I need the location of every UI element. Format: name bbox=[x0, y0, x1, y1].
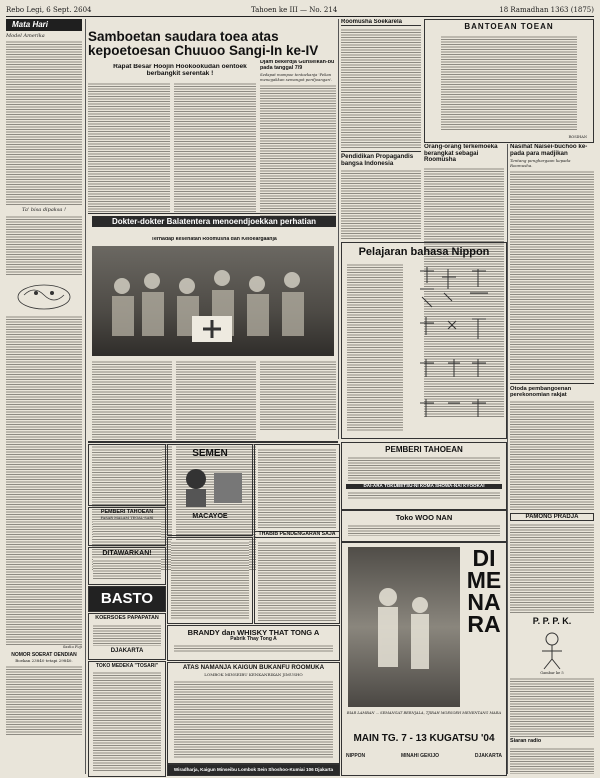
ad-title: BRANDY dan WHISKY THAT TONG A bbox=[187, 628, 320, 637]
article-text bbox=[510, 523, 594, 613]
ditawarkan-ad bbox=[88, 547, 166, 585]
venue-country: NIPPON bbox=[346, 753, 366, 759]
ad-title: Wiradharja, Kaigun Minseibu Lombok Sein Shoshoo-Kumiai 106 Djakarta bbox=[173, 767, 334, 772]
lesson-title: Pelajaran bahasa Nippon bbox=[358, 246, 490, 258]
cartoon-illustration bbox=[6, 275, 82, 315]
article-text bbox=[510, 170, 594, 380]
ad-column bbox=[254, 444, 340, 624]
thabib-title: THABIB PENDENGARAN SAJA bbox=[255, 531, 339, 538]
ad-text bbox=[93, 671, 161, 771]
cartoon-sketch-icon bbox=[6, 275, 82, 315]
ad-title: ATAS NAMANJA KAIGUN BUKANFU ROOMUKA bbox=[182, 664, 325, 671]
poem-title: BANTOEAN TOEAN bbox=[464, 22, 554, 31]
ad-text bbox=[258, 448, 336, 528]
column-divider bbox=[85, 19, 86, 774]
ad-text bbox=[348, 524, 500, 536]
ad-title: DITAWARKAN! bbox=[102, 550, 152, 557]
ad-box bbox=[88, 444, 166, 506]
article-text bbox=[341, 169, 421, 239]
article-title: Pendidikan Propagandis bangsa Indonesia bbox=[341, 151, 421, 167]
dimenara-title: DIMENARA bbox=[466, 545, 502, 637]
kaigun-ad bbox=[167, 662, 340, 764]
article-text bbox=[260, 84, 336, 224]
left-column bbox=[6, 19, 82, 774]
mata-hari-banner: Mata Hari bbox=[6, 19, 82, 31]
semen-illustration-icon bbox=[168, 459, 252, 509]
article-title: Nasihat Naisei-buchoo ke-pada para madjikan bbox=[510, 144, 588, 157]
signature: Sasku Fuji bbox=[62, 645, 82, 649]
doctors-subheadline: Terhadap kesehatan Roomusha dan Keloeargaanja bbox=[151, 237, 277, 242]
ad-text bbox=[93, 522, 161, 538]
film-figures-icon bbox=[348, 547, 460, 707]
article-text bbox=[260, 360, 336, 430]
article-text bbox=[88, 82, 170, 212]
lead-headline: Samboetan saudara toea atas kepoetoesan Chuuoo Sangi-In ke-IV bbox=[88, 30, 319, 58]
poem-author: ROSIHAN bbox=[568, 135, 587, 139]
ad-title: TOKO MEDEKA "TOSARI" bbox=[95, 663, 159, 669]
radio-schedule bbox=[510, 747, 594, 774]
article-text bbox=[6, 665, 82, 735]
ppk-caption: Gambar ke 5 bbox=[540, 670, 564, 675]
poem-text bbox=[441, 35, 577, 131]
poem-box bbox=[424, 19, 594, 143]
film-still-photo bbox=[348, 547, 460, 707]
ad-text bbox=[258, 541, 336, 621]
article-subtitle: Tentang penghargaan kepada Roomusha. bbox=[510, 158, 571, 168]
film-dates: MAIN TG. 7 - 13 KUGATSU '04 bbox=[353, 733, 495, 744]
kicker-box bbox=[88, 19, 334, 29]
basto-ad bbox=[88, 586, 166, 612]
header-date: Rebo Legi, 6 Sept. 2604 bbox=[6, 6, 92, 14]
masagi-label: MACAYOE bbox=[192, 513, 228, 520]
article-subtitle: Boekan 23840 tetapi 29840. bbox=[15, 658, 73, 664]
ad-text bbox=[93, 559, 161, 579]
article-text bbox=[6, 315, 82, 645]
crowd-photo-icon bbox=[92, 246, 334, 356]
ppk-title: P. P. P. K. bbox=[532, 616, 572, 627]
wiradharja-strip bbox=[167, 764, 340, 776]
article-title: Djam bekerdja Gunseikan-bu pada tanggal 7/9 bbox=[260, 60, 335, 71]
ad-box bbox=[167, 537, 253, 624]
basto-title: BASTO bbox=[100, 590, 154, 607]
article-text bbox=[6, 215, 82, 275]
brandy-ad bbox=[167, 625, 340, 661]
article-text bbox=[341, 28, 421, 148]
article-title: Otoda pembangoenan perekonomian rakjat bbox=[510, 383, 594, 398]
pemberi-tahoean-ad bbox=[341, 442, 507, 510]
spacer bbox=[176, 292, 256, 293]
article-text bbox=[510, 400, 594, 510]
article-title: PAMONG PRADJA bbox=[510, 513, 594, 521]
dimenara-film-ad bbox=[341, 542, 507, 776]
column-divider bbox=[507, 144, 508, 774]
film-venue bbox=[346, 753, 502, 759]
section-title: Model Amerika bbox=[6, 33, 45, 39]
koersoes-ad bbox=[88, 613, 166, 660]
ad-banner: DAI-ARA TOKUBETSU-NI KOMA SHOWA-NAI KYOOKAI bbox=[346, 484, 502, 489]
pemberi-ad bbox=[88, 507, 166, 546]
article-text bbox=[174, 82, 256, 212]
ad-text bbox=[174, 680, 333, 758]
roomusha-column bbox=[341, 19, 421, 239]
doctors-photo bbox=[92, 246, 334, 356]
rule bbox=[88, 441, 338, 443]
column-divider bbox=[338, 19, 339, 439]
ad-text bbox=[92, 448, 162, 500]
venue-theatre: MINAHI GEKIJO bbox=[400, 753, 440, 759]
page-header bbox=[6, 4, 594, 17]
ad-text bbox=[348, 456, 500, 482]
nasehat-column bbox=[510, 144, 594, 774]
radio-heading: Siaran radio bbox=[510, 737, 542, 744]
article-title: NOMOR SOERAT OENDIAN bbox=[11, 652, 77, 658]
ad-title: PEMBERI TAHOEAN bbox=[385, 445, 463, 454]
ad-subtitle: Pabrik Thay Tong A bbox=[230, 636, 277, 642]
article-subtitle: Sedapat mampoe tentoekanja 'Pekan menegakkan semangat perdjoangan'. bbox=[260, 72, 333, 82]
ad-title: Toko WOO NAN bbox=[395, 513, 453, 522]
doctors-headline: Dokter-dokter Balatentera menoendjoekkan perhatian bbox=[92, 216, 336, 227]
ad-subtitle: LOMBOK MINSEIBU KENKANRIKAN JIMUSHO bbox=[204, 671, 303, 677]
rule bbox=[88, 213, 336, 214]
article-text bbox=[6, 40, 82, 205]
ad-text bbox=[93, 624, 161, 646]
venue-city: DJAKARTA bbox=[474, 753, 502, 759]
semen-title: SEMEN bbox=[192, 448, 228, 459]
figure-icon bbox=[510, 627, 594, 671]
article-title: Ta' bisa dipaksa ! bbox=[22, 207, 66, 213]
ad-city: DJAKARTA bbox=[110, 647, 144, 654]
article-title: Orang-orang terkemoeka berangkat sebagai Roomusha bbox=[424, 144, 498, 163]
lesson-text bbox=[347, 263, 403, 431]
film-caption: BIAR LAMBAN ... SEMANGAT BERNJALA, TJIRAH MOESOEH MENENTANG MARA bbox=[346, 711, 502, 715]
ad-title: KOERSOES PAPAPATAN bbox=[95, 615, 159, 621]
article-title: Roomusha Soekarela bbox=[341, 19, 421, 26]
header-issue: Tahoen ke III — No. 214 bbox=[251, 6, 338, 14]
lead-subheadline: Rapat Besar Hoojin Hookookudan oentoek berbangkit serentak ! bbox=[113, 64, 247, 77]
ad-text bbox=[348, 491, 500, 499]
ad-title: PEMBERI TAHOEAN bbox=[100, 509, 154, 515]
japanese-characters-icon bbox=[408, 263, 502, 433]
article-text bbox=[510, 677, 594, 737]
nippon-lesson-box bbox=[341, 242, 507, 439]
ppk-figure bbox=[510, 627, 594, 671]
working-hours-article bbox=[260, 60, 336, 235]
toko-woo-ad bbox=[341, 510, 507, 542]
toko-ad bbox=[88, 661, 166, 777]
ad-text bbox=[171, 541, 249, 619]
ad-subtitle: PASAR MALAM TEGAL-SARI bbox=[100, 515, 154, 520]
semen-ad bbox=[167, 444, 253, 536]
ad-text bbox=[174, 644, 333, 652]
header-hijri-date: 18 Ramadhan 1363 (1875) bbox=[499, 6, 594, 14]
